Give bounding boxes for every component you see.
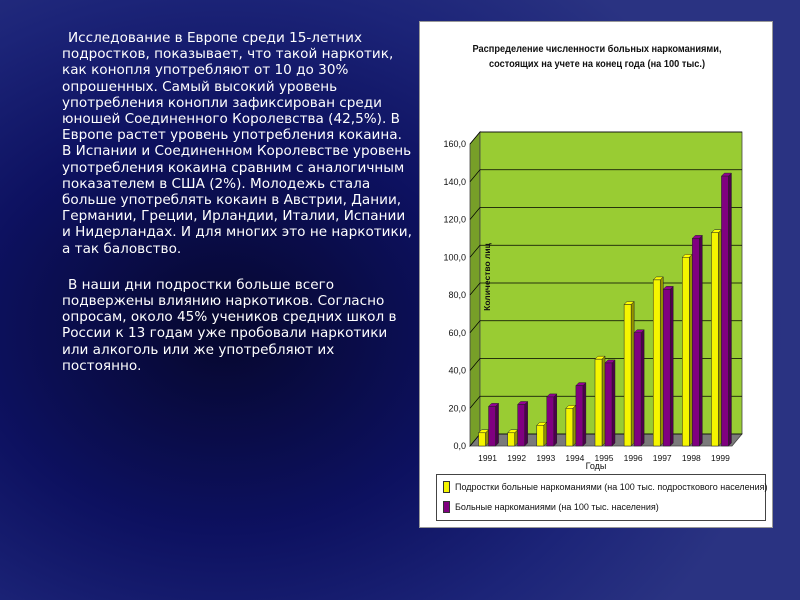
chart-figure bbox=[419, 21, 773, 528]
bar-front bbox=[537, 425, 544, 446]
y-tick-label: 80,0 bbox=[448, 290, 466, 300]
bar-front bbox=[634, 333, 641, 446]
y-tick-label: 20,0 bbox=[448, 403, 466, 414]
bar-all bbox=[634, 330, 644, 446]
bar-all bbox=[518, 401, 528, 446]
bar-teens bbox=[624, 301, 634, 446]
bar-front bbox=[653, 280, 660, 446]
slide-text bbox=[62, 30, 414, 374]
bar-all bbox=[489, 403, 499, 446]
bar-all bbox=[547, 394, 557, 446]
bar-chart bbox=[420, 22, 772, 472]
bar-side bbox=[641, 330, 644, 446]
bar-side bbox=[525, 401, 528, 446]
bar-side bbox=[544, 422, 547, 446]
legend-label-teens: Подростки больные наркоманиями (на 100 тыс. подросткового населения) bbox=[455, 482, 768, 492]
y-tick-label: 0,0 bbox=[453, 441, 466, 451]
bar-front bbox=[711, 233, 718, 446]
bar-teens bbox=[653, 277, 663, 446]
bar-front bbox=[692, 238, 699, 446]
x-tick-label: 1992 bbox=[507, 453, 527, 463]
y-axis-title: Количество лиц bbox=[482, 243, 492, 311]
y-tick-label: 100,0 bbox=[443, 252, 466, 263]
bar-front bbox=[624, 304, 631, 446]
bar-all bbox=[605, 360, 615, 446]
legend-swatch-all bbox=[443, 501, 450, 513]
bar-front bbox=[682, 257, 689, 446]
bar-teens bbox=[711, 230, 721, 446]
bar-teens bbox=[682, 254, 692, 446]
legend-label-all: Больные наркоманиями (на 100 тыс. населения) bbox=[455, 502, 659, 512]
bar-teens bbox=[537, 422, 547, 446]
x-tick-label: 1997 bbox=[652, 453, 672, 463]
bar-front bbox=[518, 404, 525, 446]
bar-front bbox=[721, 176, 728, 446]
x-tick-label: 1995 bbox=[594, 453, 614, 463]
y-tick-label: 40,0 bbox=[448, 365, 466, 376]
y-tick-label: 160,0 bbox=[443, 139, 466, 149]
bar-all bbox=[576, 383, 586, 446]
bar-side bbox=[670, 286, 673, 446]
chart-legend bbox=[436, 474, 766, 521]
x-tick-label: 1993 bbox=[536, 453, 556, 463]
paragraph-1: Исследование в Европе среди 15-летних подростков, показывает, что такой наркотик, как конопля употребляют от 10 до 30% опрошенных. Самый высокий уровень употребления конопли зафиксирован среди юношей Соединенного Королевства (42,5%). В Европе растет уровень употребления кокаина. В Испании и Соединенном Королевстве уровень употребления кокаина сравним с аналогичным показателем в США (2%). Молодежь стала больше употреблять кокаин в Австрии, Дании, Германии, Греции, Ирландии, Италии, Испании и Нидерландах. И для многих это не наркотики, а так баловство. bbox=[62, 30, 412, 257]
bar-side bbox=[602, 356, 605, 446]
bar-all bbox=[692, 235, 702, 446]
bar-front bbox=[566, 408, 573, 446]
paragraph-2: В наши дни подростки больше всего подвержены влиянию наркотиков. Согласно опросам, около 45% учеников средних школ в России к 13 годам уже пробовали наркотики или алкоголь или же употребляют их постоянно. bbox=[62, 276, 397, 374]
legend-swatch-teens bbox=[443, 481, 450, 493]
bar-front bbox=[663, 289, 670, 446]
y-tick-label: 140,0 bbox=[443, 176, 466, 187]
y-tick-label: 60,0 bbox=[448, 327, 466, 338]
bar-side bbox=[660, 277, 663, 446]
x-tick-label: 1996 bbox=[623, 453, 643, 463]
x-tick-label: 1991 bbox=[478, 453, 498, 463]
legend-item-all bbox=[443, 500, 659, 514]
bar-front bbox=[605, 363, 612, 446]
bar-teens bbox=[508, 430, 518, 446]
bar-front bbox=[547, 397, 554, 446]
bar-side bbox=[631, 301, 634, 446]
x-axis-title: Годы bbox=[585, 461, 607, 471]
bar-teens bbox=[595, 356, 605, 446]
bar-front bbox=[479, 433, 486, 446]
bar-front bbox=[595, 359, 602, 446]
bar-side bbox=[728, 173, 731, 446]
bar-side bbox=[699, 235, 702, 446]
x-tick-label: 1998 bbox=[681, 453, 701, 463]
x-tick-label: 1994 bbox=[565, 453, 585, 463]
bar-teens bbox=[479, 430, 489, 446]
bar-side bbox=[573, 405, 576, 446]
bar-all bbox=[721, 173, 731, 446]
chart-title: Распределение численности больных наркоманиями, состоящих на учете на конец года (на 100 тыс.) bbox=[472, 43, 722, 70]
bar-side bbox=[583, 383, 586, 446]
bar-side bbox=[689, 254, 692, 446]
x-tick-label: 1999 bbox=[710, 453, 730, 463]
y-tick-label: 120,0 bbox=[443, 214, 466, 225]
bar-side bbox=[554, 394, 557, 446]
bar-side bbox=[718, 230, 721, 446]
bar-side bbox=[612, 360, 615, 446]
bar-front bbox=[508, 433, 515, 446]
bar-side bbox=[496, 403, 499, 446]
bar-front bbox=[489, 406, 496, 446]
bar-teens bbox=[566, 405, 576, 446]
bar-front bbox=[576, 386, 583, 446]
legend-item-teens bbox=[443, 480, 768, 494]
bar-all bbox=[663, 286, 673, 446]
